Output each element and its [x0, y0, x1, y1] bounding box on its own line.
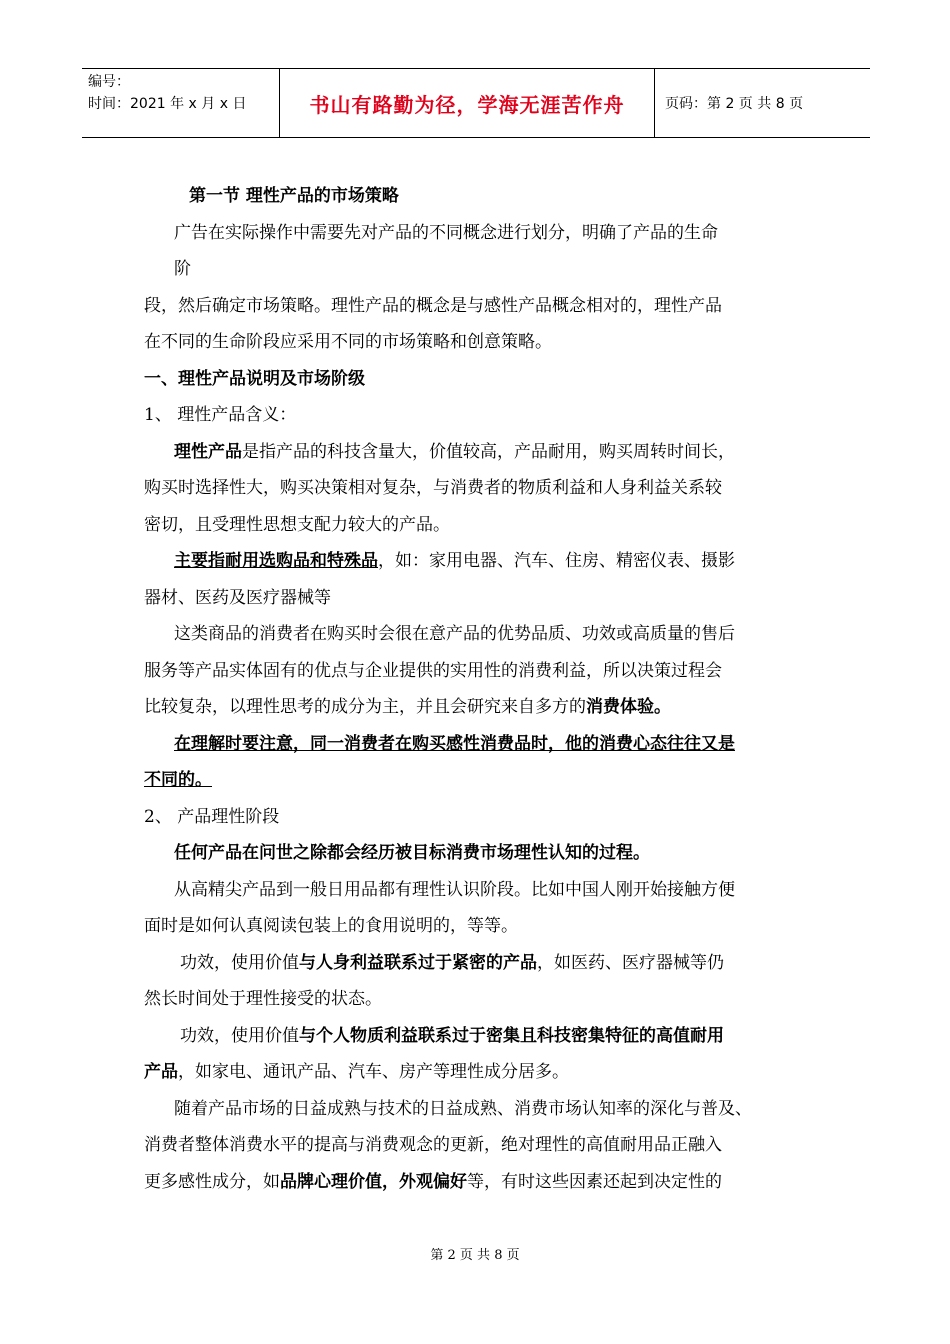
- date-label: 时间：2021 年 x 月 x 日: [88, 96, 247, 112]
- paragraph-line: 广告在实际操作中需要先对产品的不同概念进行划分，明确了产品的生命: [174, 222, 718, 243]
- header-page-info: 页码：第 2 页 共 8 页: [665, 96, 804, 112]
- paragraph-line: [144, 945, 808, 982]
- paragraph-line: 从高精尖产品到一般日用品都有理性认识阶段。比如中国人刚开始接触方便: [174, 879, 735, 900]
- paragraph-line: 阶: [174, 259, 191, 279]
- paragraph-line: [144, 1054, 808, 1091]
- text-run: 是指产品的科技含量大，价值较高，产品耐用，购买周转时间长，: [242, 441, 735, 462]
- emphasis-bold-underline: 主要指耐用选购品和特殊品: [174, 551, 378, 571]
- text-run: 等，有时这些因素还起到决定性的: [467, 1171, 722, 1192]
- heading-1-2: 2、 产品理性阶段: [144, 806, 280, 827]
- paragraph-line: 服务等产品实体固有的优点与企业提供的实用性的消费利益，所以决策过程会: [144, 660, 722, 681]
- paragraph-line: 任何产品在问世之除都会经历被目标消费市场理性认知的过程。: [174, 843, 650, 863]
- paragraph-line: [144, 1018, 808, 1055]
- paragraph-line: [144, 689, 808, 726]
- text-run: 功效，使用价值: [180, 952, 299, 973]
- emphasis-bold: 品牌心理价值，外观偏好: [280, 1171, 467, 1192]
- document-body: [144, 178, 808, 1200]
- paragraph-line: 购买时选择性大，购买决策相对复杂，与消费者的物质利益和人身利益关系较: [144, 478, 722, 498]
- heading-1-1: 1、 理性产品含义：: [144, 405, 297, 425]
- text-run: 比较复杂，以理性思考的成分为主，并且会研究来自多方的: [144, 697, 586, 717]
- text-run: ，如医药、医疗器械等仍: [537, 952, 724, 973]
- term-bold: 理性产品: [174, 441, 242, 462]
- paragraph-line: [144, 1164, 808, 1201]
- emphasis-bold: 与人身利益联系过于紧密的产品: [299, 952, 537, 973]
- text-run: ，如：家用电器、汽车、住房、精密仪表、摄影: [378, 551, 735, 571]
- paragraph-line: 在理解时要注意，同一消费者在购买感性消费品时，他的消费心态往往又是: [174, 733, 735, 754]
- paragraph-line: 段，然后确定市场策略。理性产品的概念是与感性产品概念相对的，理性产品: [144, 295, 722, 316]
- text-run: ，如家电、通讯产品、汽车、房产等理性成分居多。: [178, 1062, 569, 1082]
- paragraph-line: 面时是如何认真阅读包装上的食用说明的，等等。: [144, 916, 518, 936]
- paragraph-line: [144, 434, 808, 471]
- page-header: [82, 68, 870, 138]
- number-label: 编号：: [88, 74, 130, 90]
- section-title: 第一节 理性产品的市场策略: [189, 186, 399, 206]
- paragraph-line: 这类商品的消费者在购买时会很在意产品的优势品质、功效或高质量的售后: [174, 624, 735, 644]
- page-footer: 第 2 页 共 8 页: [430, 1248, 520, 1263]
- emphasis-bold: 与个人物质利益联系过于密集且科技密集特征的高值耐用: [299, 1025, 724, 1046]
- text-run: 更多感性成分，如: [144, 1171, 280, 1192]
- paragraph-line: 器材、医药及医疗器械等: [144, 587, 331, 608]
- paragraph-line: 消费者整体消费水平的提高与消费观念的更新，绝对理性的高值耐用品正融入: [144, 1135, 722, 1155]
- paragraph-line: 在不同的生命阶段应采用不同的市场策略和创意策略。: [144, 332, 552, 352]
- header-meta: [82, 69, 280, 137]
- text-run: 功效，使用价值: [180, 1025, 299, 1046]
- header-motto: 书山有路勤为径，学海无涯苦作舟: [280, 69, 655, 137]
- paragraph-line: 密切，且受理性思想支配力较大的产品。: [144, 514, 450, 535]
- heading-1: 一、理性产品说明及市场阶级: [144, 368, 365, 389]
- emphasis-bold: 消费体验。: [586, 697, 671, 717]
- emphasis-bold: 产品: [144, 1062, 178, 1082]
- paragraph-line: 然长时间处于理性接受的状态。: [144, 989, 382, 1009]
- paragraph-line: 不同的。: [144, 770, 212, 790]
- paragraph-line: [144, 543, 808, 580]
- paragraph-line: 随着产品市场的日益成熟与技术的日益成熟、消费市场认知率的深化与普及、: [174, 1098, 752, 1119]
